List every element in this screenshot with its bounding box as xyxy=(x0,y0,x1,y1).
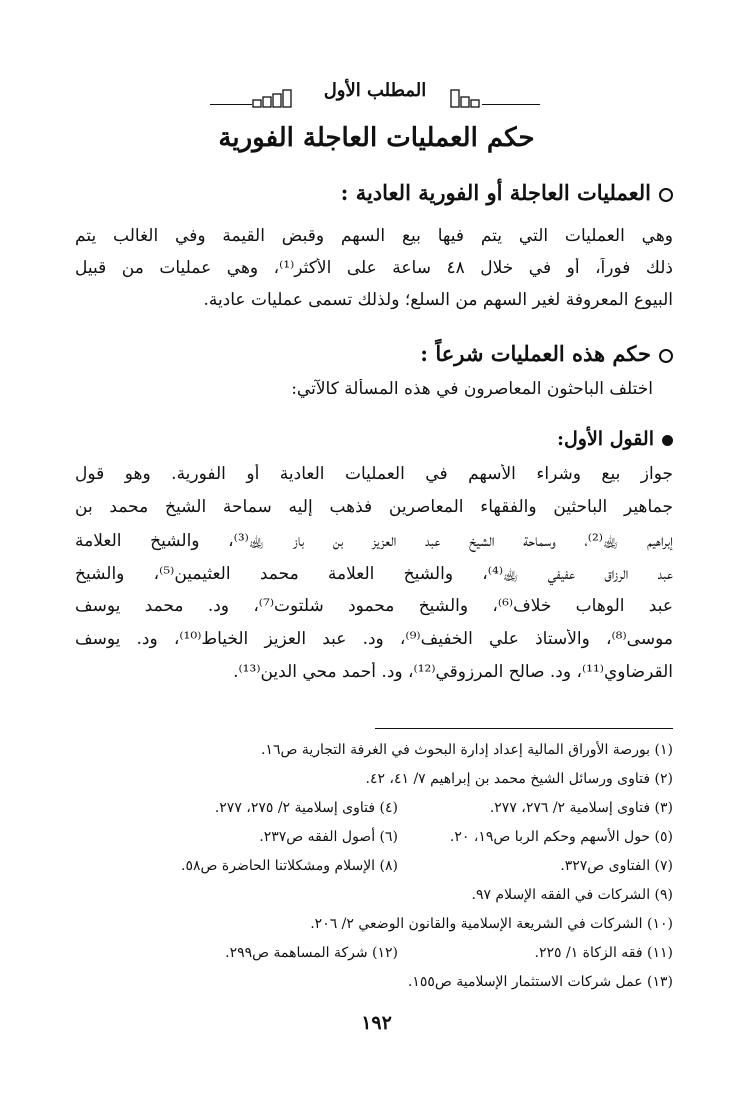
page-title: حكم العمليات العاجلة الفورية xyxy=(218,123,535,153)
section-heading: العمليات العاجلة أو الفورية العادية : xyxy=(341,180,673,205)
body-line: القرضاوي⁽¹¹⁾، ود. صالح المرزوقي⁽¹²⁾، ود. أحمد محي الدين⁽¹³⁾. xyxy=(233,662,673,682)
footnote: (٢) فتاوى ورسائل الشيخ محمد بن إبراهيم ٧/ ٤١، ٤٢. xyxy=(365,771,673,787)
section-header xyxy=(210,80,540,114)
header-rule-right xyxy=(482,104,540,105)
body-line: عبد الوهاب خلاف⁽⁶⁾، والشيخ محمود شلتوت⁽⁷⁾، ود. محمد يوسف xyxy=(75,596,673,616)
footnote: (١١) فقه الزكاة ١/ ٢٢٥. xyxy=(534,945,673,961)
ring-bullet-icon xyxy=(659,188,673,202)
body-line: ذلك فوراً، أو في خلال ٤٨ ساعة على الأكثر⁽¹⁾، وهي عمليات من قبيل xyxy=(75,258,673,278)
bars-ornament-icon xyxy=(448,88,484,108)
header-rule-left xyxy=(210,104,252,105)
page-number: ١٩٢ xyxy=(361,1012,392,1034)
footnote: (٧) الفتاوى ص٣٢٧. xyxy=(560,858,673,874)
section-heading: القول الأول: xyxy=(557,428,673,450)
header-label: المطلب الأول xyxy=(323,80,427,101)
body-line: اختلف الباحثون المعاصرون في هذه المسألة كالآتي: xyxy=(291,379,653,399)
body-line: عبد الرزاق عفيفي ﵀⁽⁴⁾، والشيخ العلامة محمد العثيمين⁽⁵⁾، والشيخ xyxy=(75,564,673,584)
footnote: (٥) حول الأسهم وحكم الربا ص١٩، ٢٠. xyxy=(449,829,673,845)
footnote: (٦) أصول الفقه ص٢٣٧. xyxy=(259,829,398,845)
footnote: (١٢) شركة المساهمة ص٢٩٩. xyxy=(225,945,398,961)
body-line: موسى⁽⁸⁾، والأستاذ علي الخفيف⁽⁹⁾، ود. عبد العزيز الخياط⁽¹⁰⁾، ود. يوسف xyxy=(75,629,673,649)
footnote: (١٣) عمل شركات الاستثمار الإسلامية ص١٥٥. xyxy=(407,974,673,990)
footnote: (١٠) الشركات في الشريعة الإسلامية والقانون الوضعي ٢/ ٢٠٦. xyxy=(310,916,673,932)
body-line: وهي العمليات التي يتم فيها بيع السهم وقبض القيمة وفي الغالب يتم xyxy=(75,226,673,246)
footnote: (٤) فتاوى إسلامية ٢/ ٢٧٥، ٢٧٧. xyxy=(214,800,398,816)
section-heading: حكم هذه العمليات شرعاً : xyxy=(420,341,673,366)
dot-bullet-icon xyxy=(662,435,673,446)
ring-bullet-icon xyxy=(659,349,673,363)
body-line: البيوع المعروفة لغير السهم من السلع؛ ولذلك تسمى عمليات عادية. xyxy=(203,290,673,310)
body-line: جواز بيع وشراء الأسهم في العمليات العادية أو الفورية. وهو قول xyxy=(75,464,673,484)
footnote: (٩) الشركات في الفقه الإسلام ٩٧. xyxy=(471,887,673,903)
footnote: (١) بورصة الأوراق المالية إعداد إدارة البحوث في الغرفة التجارية ص١٦. xyxy=(260,742,673,758)
body-line: إبراهيم ﵀⁽²⁾، وسماحة الشيخ عبد العزيز بن باز ﵀⁽³⁾، والشيخ العلامة xyxy=(75,531,673,551)
footnote: (٨) الإسلام ومشكلاتنا الحاضرة ص٥٨. xyxy=(181,858,398,874)
footnote-divider xyxy=(375,728,673,729)
footnote: (٣) فتاوى إسلامية ٢/ ٢٧٦، ٢٧٧. xyxy=(489,800,673,816)
body-line: جماهير الباحثين والفقهاء المعاصرين فذهب إليه سماحة الشيخ محمد بن xyxy=(75,497,673,517)
